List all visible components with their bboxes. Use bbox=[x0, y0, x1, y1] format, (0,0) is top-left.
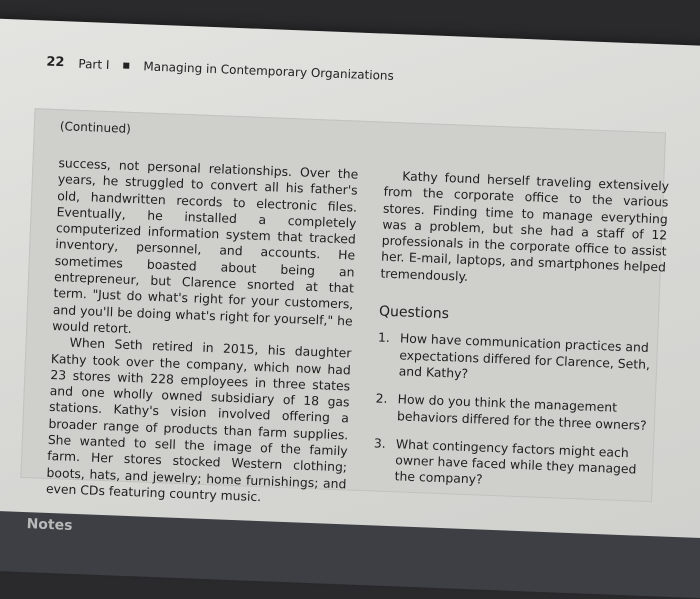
part-label: Part I bbox=[78, 56, 110, 72]
page-header bbox=[46, 55, 394, 83]
chapter-title: Managing in Contemporary Organizations bbox=[143, 58, 395, 83]
case-right-column bbox=[372, 168, 669, 507]
questions-heading: Questions bbox=[378, 303, 450, 323]
case-paragraph: Kathy found herself traveling extensively from the corporate office to the various stores. Finding time to manage everything was a problem, but she had a staff of 12 professionals in the corporate office to assist her. E-mail, laptops, and smartphones helped tremendously. bbox=[380, 168, 670, 284]
notes-label: Notes bbox=[26, 516, 73, 534]
notes-bar bbox=[0, 511, 700, 599]
case-paragraph: When Seth retired in 2015, his daughter Kathy took over the company, which now had 23 stores with 228 employees in three states and one wholly owned subsidiary of 18 gas stations. Kathy's vision involved offering a broader range of products than farm supplies. She wanted to sell the image of the family farm. Her stores stocked Western clothing; boots, hats, and jewelry; home furnishings; and even CDs featuring country music. bbox=[45, 334, 352, 505]
book-page bbox=[0, 18, 700, 587]
question-item bbox=[372, 435, 659, 495]
question-text: How have communication practices and expectations differed for Clarence, Seth, and Kathy? bbox=[398, 330, 651, 381]
question-number: 1. bbox=[377, 329, 391, 346]
question-number: 2. bbox=[375, 390, 388, 407]
question-number: 3. bbox=[373, 435, 387, 451]
questions-list bbox=[372, 330, 663, 495]
continued-label: (Continued) bbox=[59, 119, 132, 136]
case-left-column bbox=[46, 155, 359, 508]
question-text: How do you think the management behaviors differed for the three owners? bbox=[396, 391, 647, 433]
question-item bbox=[375, 391, 661, 435]
page-number: 22 bbox=[46, 54, 65, 71]
question-item bbox=[376, 330, 663, 390]
header-bullet-icon bbox=[123, 62, 129, 68]
case-paragraph: success, not personal relationships. Over the years, he struggled to convert all his father's old, handwritten records to electronic files. Eventually, he installed a completely computerized information system that tracked inventory, personnel, and accounts. He sometimes boasted about being an entrepreneur, but Clarence snorted at that term. "Just do what's right for your customers, and you'll be doing what's right for yourself," he would retort. bbox=[51, 155, 359, 337]
question-text: What contingency factors might each owner have faced while they managed the company? bbox=[394, 436, 637, 488]
